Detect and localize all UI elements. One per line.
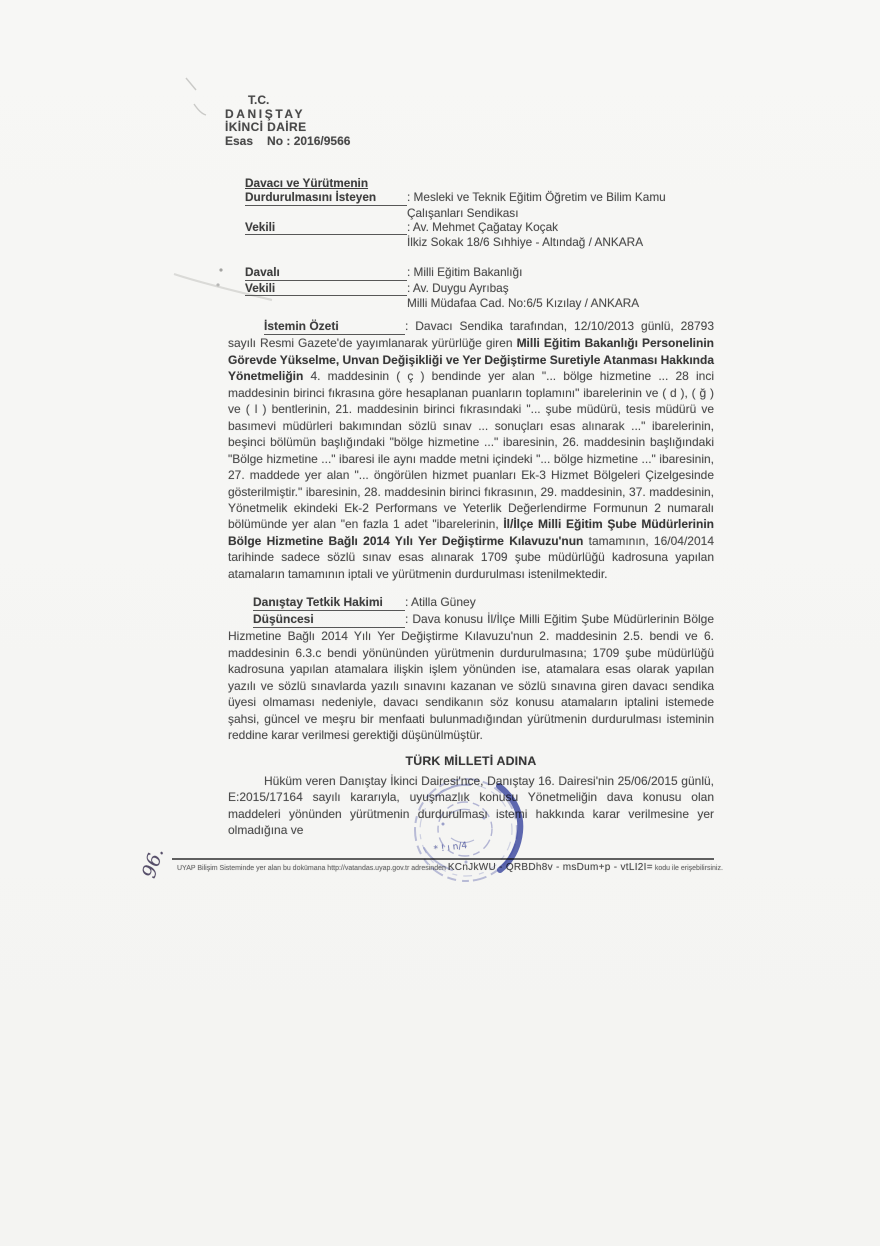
request-summary-text: : Davacı Sendika tarafından, 12/10/2013 günlü, 28793 sayılı Resmi Gazete'de yayımlanarak yürürlüğe giren Milli Eğitim Bakanlığı Personelinin Görevde Yükselme, Unvan Değişikliği ve Yer Değiştirme Suretiyle Atanması Hakkında Yönetmeliğin 4. maddesinin ( ç ) bendinde yer alan "... bölge hizmetine ... 28 inci maddesinin birinci fıkrasına göre hesaplanan puanların toplamını" ibarelerinin ve ( d ), ( ğ ) ve ( l ) bentlerinin, 21. maddesinin birinci fıkrasındaki "... şube müdürü, tesis müdürü ve basımevi müdürleri bakımından sözlü sınav ... sonuçları esas alınarak ..." ibarelerinin, beşinci bölümün başlığındaki "bölge hizmetine ..." ibaresinin, 26. maddesinin başlığındaki "Bölge hizmetine ..." ibaresi ile aynı madde metni içindeki "... bölge hizmetine ..." ibaresinin, 27. maddede yer alan "... öngörülen hizmet puanları Ek-3 Hizmet Bölgeleri Çizelgesinde gösterilmiştir." ibaresinin, 28. maddesinin birinci fıkrasının, 29. maddesinin, 37. maddesinin, Yönetmelik ekindeki Ek-2 Performans ve Yeterlik Değerlendirme Formunun 2 numaralı bölümünde yer alan "en fazla 1 adet "ibarelerinin, İl/İlçe Milli Eğitim Şube Müdürlerinin Bölge Hizmetine Bağlı 2014 Yılı Yer Değiştirme Kılavuzu'nun tamamının, 16/04/2014 tarihinde sadece sözlü sınav esas alınarak 1709 şube müdürlüğü kadrosuna yapılan atamaların tamamının iptali ve yürütmenin durdurulması istenilmektedir. [228,319,714,581]
empty-cell [245,296,407,310]
rapporteur-judge-label: Danıştay Tetkik Hakimi [253,594,405,611]
in-the-name-of-turkish-nation-heading: TÜRK MİLLETİ ADINA [405,754,537,768]
block-spacer [245,249,685,265]
case-number-label: Esas [225,134,254,149]
plaintiff-attorney-label: Vekili [245,220,407,235]
rapporteur-judge-name: : Atilla Güney [405,595,476,609]
empty-cell [245,235,407,249]
header-court-name: DANIŞTAY [225,106,306,121]
empty-cell [407,176,685,190]
opinion-label: Düşüncesi [253,611,405,628]
plaintiff-label-line1: Davacı ve Yürütmenin [245,176,369,190]
uyap-footer-suffix: kodu ile erişebilirsiniz. [654,865,723,872]
defendant-attorney-label: Vekili [245,281,407,296]
defendant-value: : Milli Eğitim Bakanlığı [407,265,523,280]
opinion-text: : Dava konusu İl/İlçe Milli Eğitim Şube Müdürlerinin Bölge Hizmetine Bağlı 2014 Yılı Yer Değiştirme Kılavuzu'nun 2. maddesinin 2.5. bendi ve 6. maddesinin 6.3.c bendi yönününden yürütmenin durdurulmasına; 1709 şube müdürlüğü kadrosuna yapılan atamalara ilişkin işlem yönünden ise, atamalara esas olarak yapılan yazılı ve sözlü sınavlarda yazılı sınavını kazanan ve sözlü sınavına giren davacı sendika üyesi olmaması nedeniyle, davacı sendikanın söz konusu atamaların iptalini istemede şahsi, güncel ve meşru bir menfaati bulunmadığından yürütmenin durdurulması isteminin reddine karar verilmesi gerektiği düşünülmüştür. [228,612,714,743]
parties-block [245,176,685,310]
header-chamber-name: İKİNCİ DAİRE [225,120,307,135]
rapporteur-judge-row [228,594,714,611]
opinion-paragraph [228,611,714,744]
defendant-attorney-name: : Av. Duygu Ayrıbaş [407,280,509,295]
plaintiff-attorney-name: : Av. Mehmet Çağatay Koçak [407,219,559,234]
defendant-attorney-address: Milli Müdafaa Cad. No:6/5 Kızılay / ANKARA [407,296,640,311]
handwritten-page-number: 96. [137,845,169,881]
empty-cell [245,206,407,220]
plaintiff-attorney-address: İlkiz Sokak 18/6 Sıhhiye - Altındağ / ANKARA [407,235,644,250]
uyap-access-code: KCnJkWU - QRBDh8v - msDum+p - vtLI2I= [447,862,653,873]
plaintiff-value-line1: : Mesleki ve Teknik Eğitim Öğretim ve Bilim Kamu [407,190,666,205]
request-summary-label: İstemin Özeti [264,318,405,335]
official-round-stamp [396,766,546,888]
plaintiff-value-line2: Çalışanları Sendikası [407,205,519,220]
plaintiff-label-line2: Durdurulmasını İsteyen [245,190,407,205]
defendant-label: Davalı [245,265,407,280]
uyap-footer-prefix: UYAP Bilişim Sisteminde yer alan bu dokümana http://vatandas.uyap.gov.tr adresinden [177,865,446,872]
case-number-value: No : 2016/9566 [267,134,351,149]
header-tc: T.C. [248,93,270,107]
judgment-paragraph: Hüküm veren Danıştay İkinci Dairesi'nce, Danıştay 16. Dairesi'nin 25/06/2015 günlü, E:2015/17164 sayılı kararıyla, uyuşmazlık konusu Yönetmeliğin dava konusu olan maddeleri yönünden yürütmenin durdurulması istemi hakkında karar verilmesine yer olmadığına ve [228,774,714,838]
document-header [225,94,350,149]
stamp-glyphs-text: * ! ı n/4 [433,840,468,855]
case-number-row [225,135,350,149]
scan-smudge-mark [182,74,208,118]
request-summary-paragraph [228,318,714,582]
